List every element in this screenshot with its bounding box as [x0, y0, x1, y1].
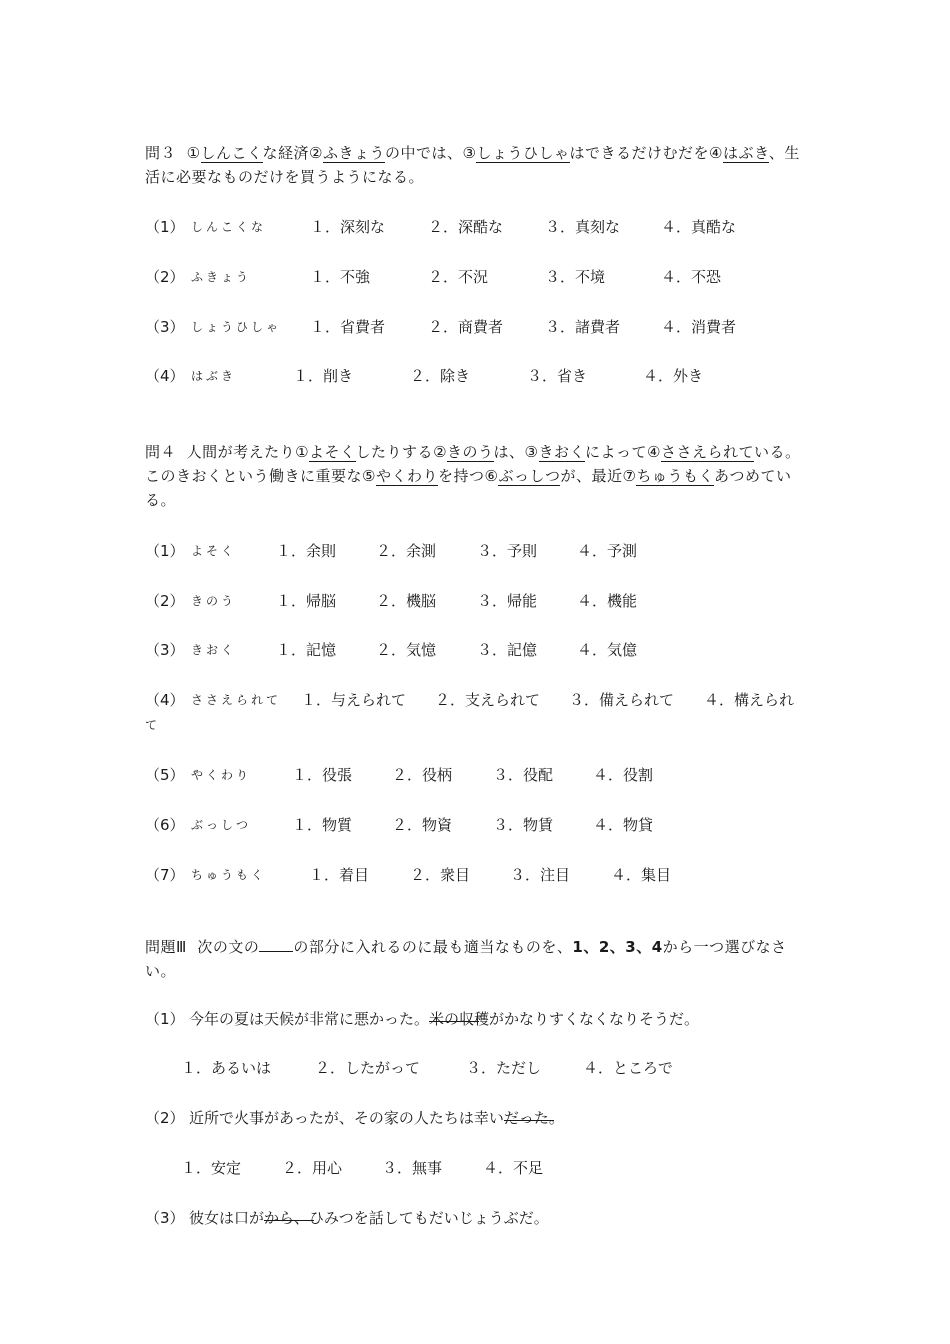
q3-label: 問３ — [145, 144, 177, 162]
answer-blank — [259, 937, 293, 952]
q3-intro: 問３ ①しんこくな経済②ふきょうの中では、③しょうひしゃはできるだけむだを④はぶき、生活に必要なものだけを買うようになる。 — [145, 144, 800, 186]
q4-intro: 問４ 人間が考えたり①よそくしたりする②きのうは、③きおくによって④ささえられている。このきおくという働きに重要な⑤やくわりを持つ⑥ぶっしつが、最近⑦ちゅうもくあつめている。 — [145, 443, 801, 509]
q4-label: 問４ — [145, 443, 177, 461]
answer-blank — [429, 1007, 479, 1022]
q5-intro: 問題Ⅲ 次の文の の部分に入れるのに最も適当なものを、1、2、3、4から一つ選びなさい。 — [145, 938, 787, 980]
q5-label: 問題Ⅲ — [145, 938, 187, 956]
document-page: 問３ ①しんこくな経済②ふきょうの中では、③しょうひしゃはできるだけむだを④はぶき、生活に必要なものだけを買うようになる。 （1） しんこくな １．深刻な ２．深酷な ３．真刻な ４．真酷な （2） ふきょう １．不強 ２．不況 ３．不境 ４．不恐 （3） しょうひしゃ １．省費者 ２．商費者 ３．諸費者 ４．消費者 （4） はぶき １．削き ２．除き ３．省き ４．外き 問４ 人間が考えたり①よそくしたりする②きのうは、③きおくによって④ささえられている。このきおくという働きに重要な⑤やくわりを持つ⑥ぶっしつが、最近⑦ちゅうもくあつめている。 （1） よそく １．余則 ２．余測 ３．予則 ４．予測 （2） きのう １．帰脳 ２．機脳 ３．帰能 ４．機能 （3） きおく １．記憶 ２．気憶 ３．記億 ４．気億 （4） ささえられて １．与えられて ２．支えられて ３．備えられて ４．構えられ て （5） やくわり １．役張 ２．役柄 ３．役配 ４．役割 （6） ぶっしつ １．物質 ２．物資 ３．物賃 ４．物貸 （7） ちゅうもく １．着目 ２．衆目 ３．注目 ４．集目 問題Ⅲ 次の文の の部分に入れるのに最も適当なものを、1、2、3、4から一つ選びなさい。 （1） 今年の夏は天候が非常に悪かった。 米の収穫がかなりすくなくなりそうだ。 １．あるいは ２．したがって ３．ただし ４．ところで （2） 近所で火事があったが、その家の人たちは幸い だった。 １．安定 ２．用心 ３．無事 ４．不足 （3） 彼女は口が から、ひみつを話してもだいじょうぶだ。 — [0, 0, 950, 1344]
answer-blank — [504, 1106, 554, 1121]
answer-blank — [264, 1206, 314, 1221]
